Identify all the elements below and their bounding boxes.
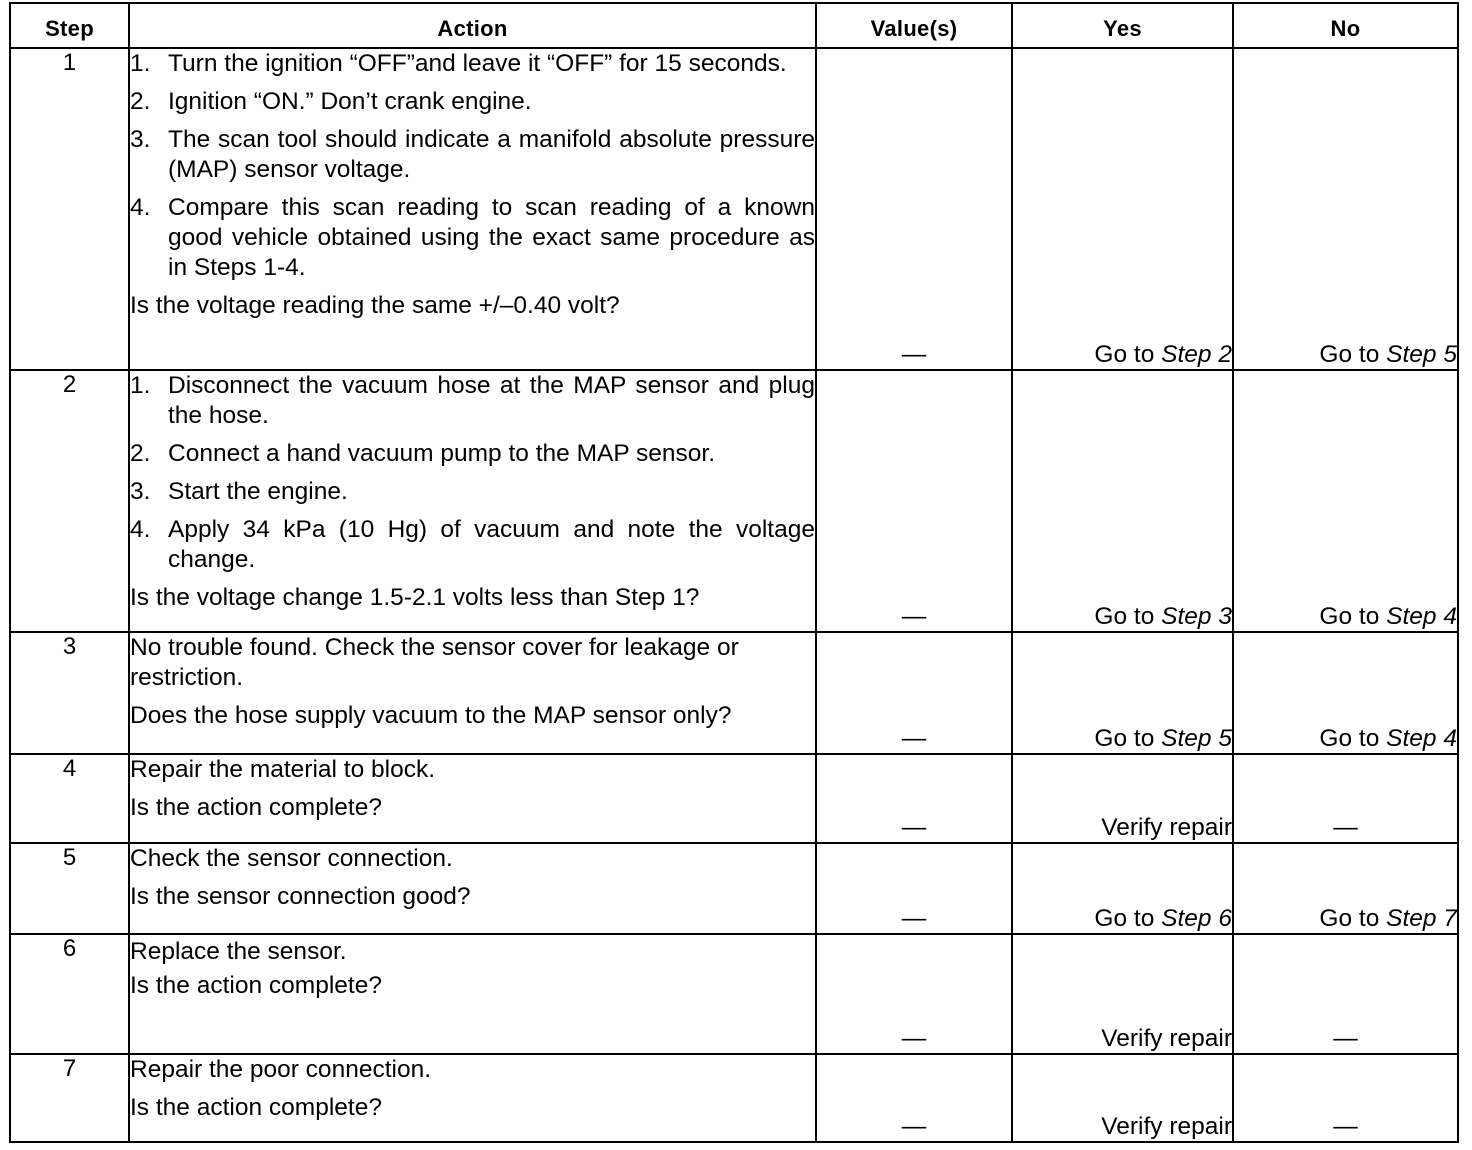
list-item: 4. Apply 34 kPa (10 Hg) of vacuum and note the voltage change. <box>130 516 815 573</box>
table-row <box>10 843 1458 934</box>
list-item: 3. The scan tool should indicate a manifold absolute pressure (MAP) sensor voltage. <box>130 126 815 183</box>
step-number: 6 <box>10 934 129 1054</box>
action-cell <box>129 1054 816 1142</box>
table-row <box>10 934 1458 1054</box>
yes-cell: Verify repair <box>1012 754 1233 843</box>
action-cell <box>129 843 816 934</box>
diagnostic-table <box>9 2 1459 1143</box>
action-text: Repair the material to block. <box>130 756 436 783</box>
question: Is the voltage reading the same +/–0.40 volt? <box>130 292 620 319</box>
yes-cell: Verify repair <box>1012 934 1233 1054</box>
action-text: No trouble found. Check the sensor cover for leakage or restriction. <box>130 634 739 691</box>
header-row <box>10 3 1458 48</box>
value-cell: — <box>816 754 1012 843</box>
list-item: 4. Compare this scan reading to scan reading of a known good vehicle obtained using the exact same procedure as in Steps 1-4. <box>130 194 815 281</box>
header-step: Step <box>10 3 129 48</box>
yes-cell: Go to Step 5 <box>1012 632 1233 754</box>
header-yes: Yes <box>1012 3 1233 48</box>
no-cell: Go to Step 4 <box>1233 632 1458 754</box>
action-text: Replace the sensor. <box>130 938 347 965</box>
action-text: Check the sensor connection. <box>130 845 453 872</box>
question: Is the sensor connection good? <box>130 883 471 910</box>
question: Is the action complete? <box>130 794 382 821</box>
question: Is the action complete? <box>130 972 382 999</box>
no-cell: — <box>1233 934 1458 1054</box>
list-item: 1. Disconnect the vacuum hose at the MAP sensor and plug the hose. <box>130 372 815 429</box>
step-number: 1 <box>10 48 129 370</box>
value-cell: — <box>816 370 1012 632</box>
question: Does the hose supply vacuum to the MAP sensor only? <box>130 702 732 729</box>
header-action: Action <box>129 3 816 48</box>
no-cell: Go to Step 5 <box>1233 48 1458 370</box>
step-number: 2 <box>10 370 129 632</box>
yes-cell: Verify repair <box>1012 1054 1233 1142</box>
step-number: 7 <box>10 1054 129 1142</box>
step-number: 3 <box>10 632 129 754</box>
step-number: 4 <box>10 754 129 843</box>
table-row <box>10 632 1458 754</box>
value-cell: — <box>816 843 1012 934</box>
no-cell: — <box>1233 1054 1458 1142</box>
no-cell: Go to Step 7 <box>1233 843 1458 934</box>
action-text: Repair the poor connection. <box>130 1056 431 1083</box>
table-row <box>10 1054 1458 1142</box>
list-item: 2. Connect a hand vacuum pump to the MAP sensor. <box>130 440 716 467</box>
list-item: 1. Turn the ignition “OFF”and leave it “OFF” for 15 seconds. <box>130 50 787 77</box>
step-number: 5 <box>10 843 129 934</box>
no-cell: — <box>1233 754 1458 843</box>
table-row <box>10 48 1458 370</box>
table-row <box>10 754 1458 843</box>
header-no: No <box>1233 3 1458 48</box>
action-cell <box>129 48 816 370</box>
list-item: 3. Start the engine. <box>130 478 348 505</box>
value-cell: — <box>816 632 1012 754</box>
value-cell: — <box>816 934 1012 1054</box>
question: Is the action complete? <box>130 1094 382 1121</box>
action-cell <box>129 632 816 754</box>
action-cell <box>129 754 816 843</box>
value-cell: — <box>816 1054 1012 1142</box>
no-cell: Go to Step 4 <box>1233 370 1458 632</box>
yes-cell: Go to Step 6 <box>1012 843 1233 934</box>
action-cell <box>129 370 816 632</box>
question: Is the voltage change 1.5-2.1 volts less than Step 1? <box>130 584 700 611</box>
table-row <box>10 370 1458 632</box>
value-cell: — <box>816 48 1012 370</box>
list-item: 2. Ignition “ON.” Don’t crank engine. <box>130 88 532 115</box>
action-cell <box>129 934 816 1054</box>
header-values: Value(s) <box>816 3 1012 48</box>
yes-cell: Go to Step 3 <box>1012 370 1233 632</box>
yes-cell: Go to Step 2 <box>1012 48 1233 370</box>
